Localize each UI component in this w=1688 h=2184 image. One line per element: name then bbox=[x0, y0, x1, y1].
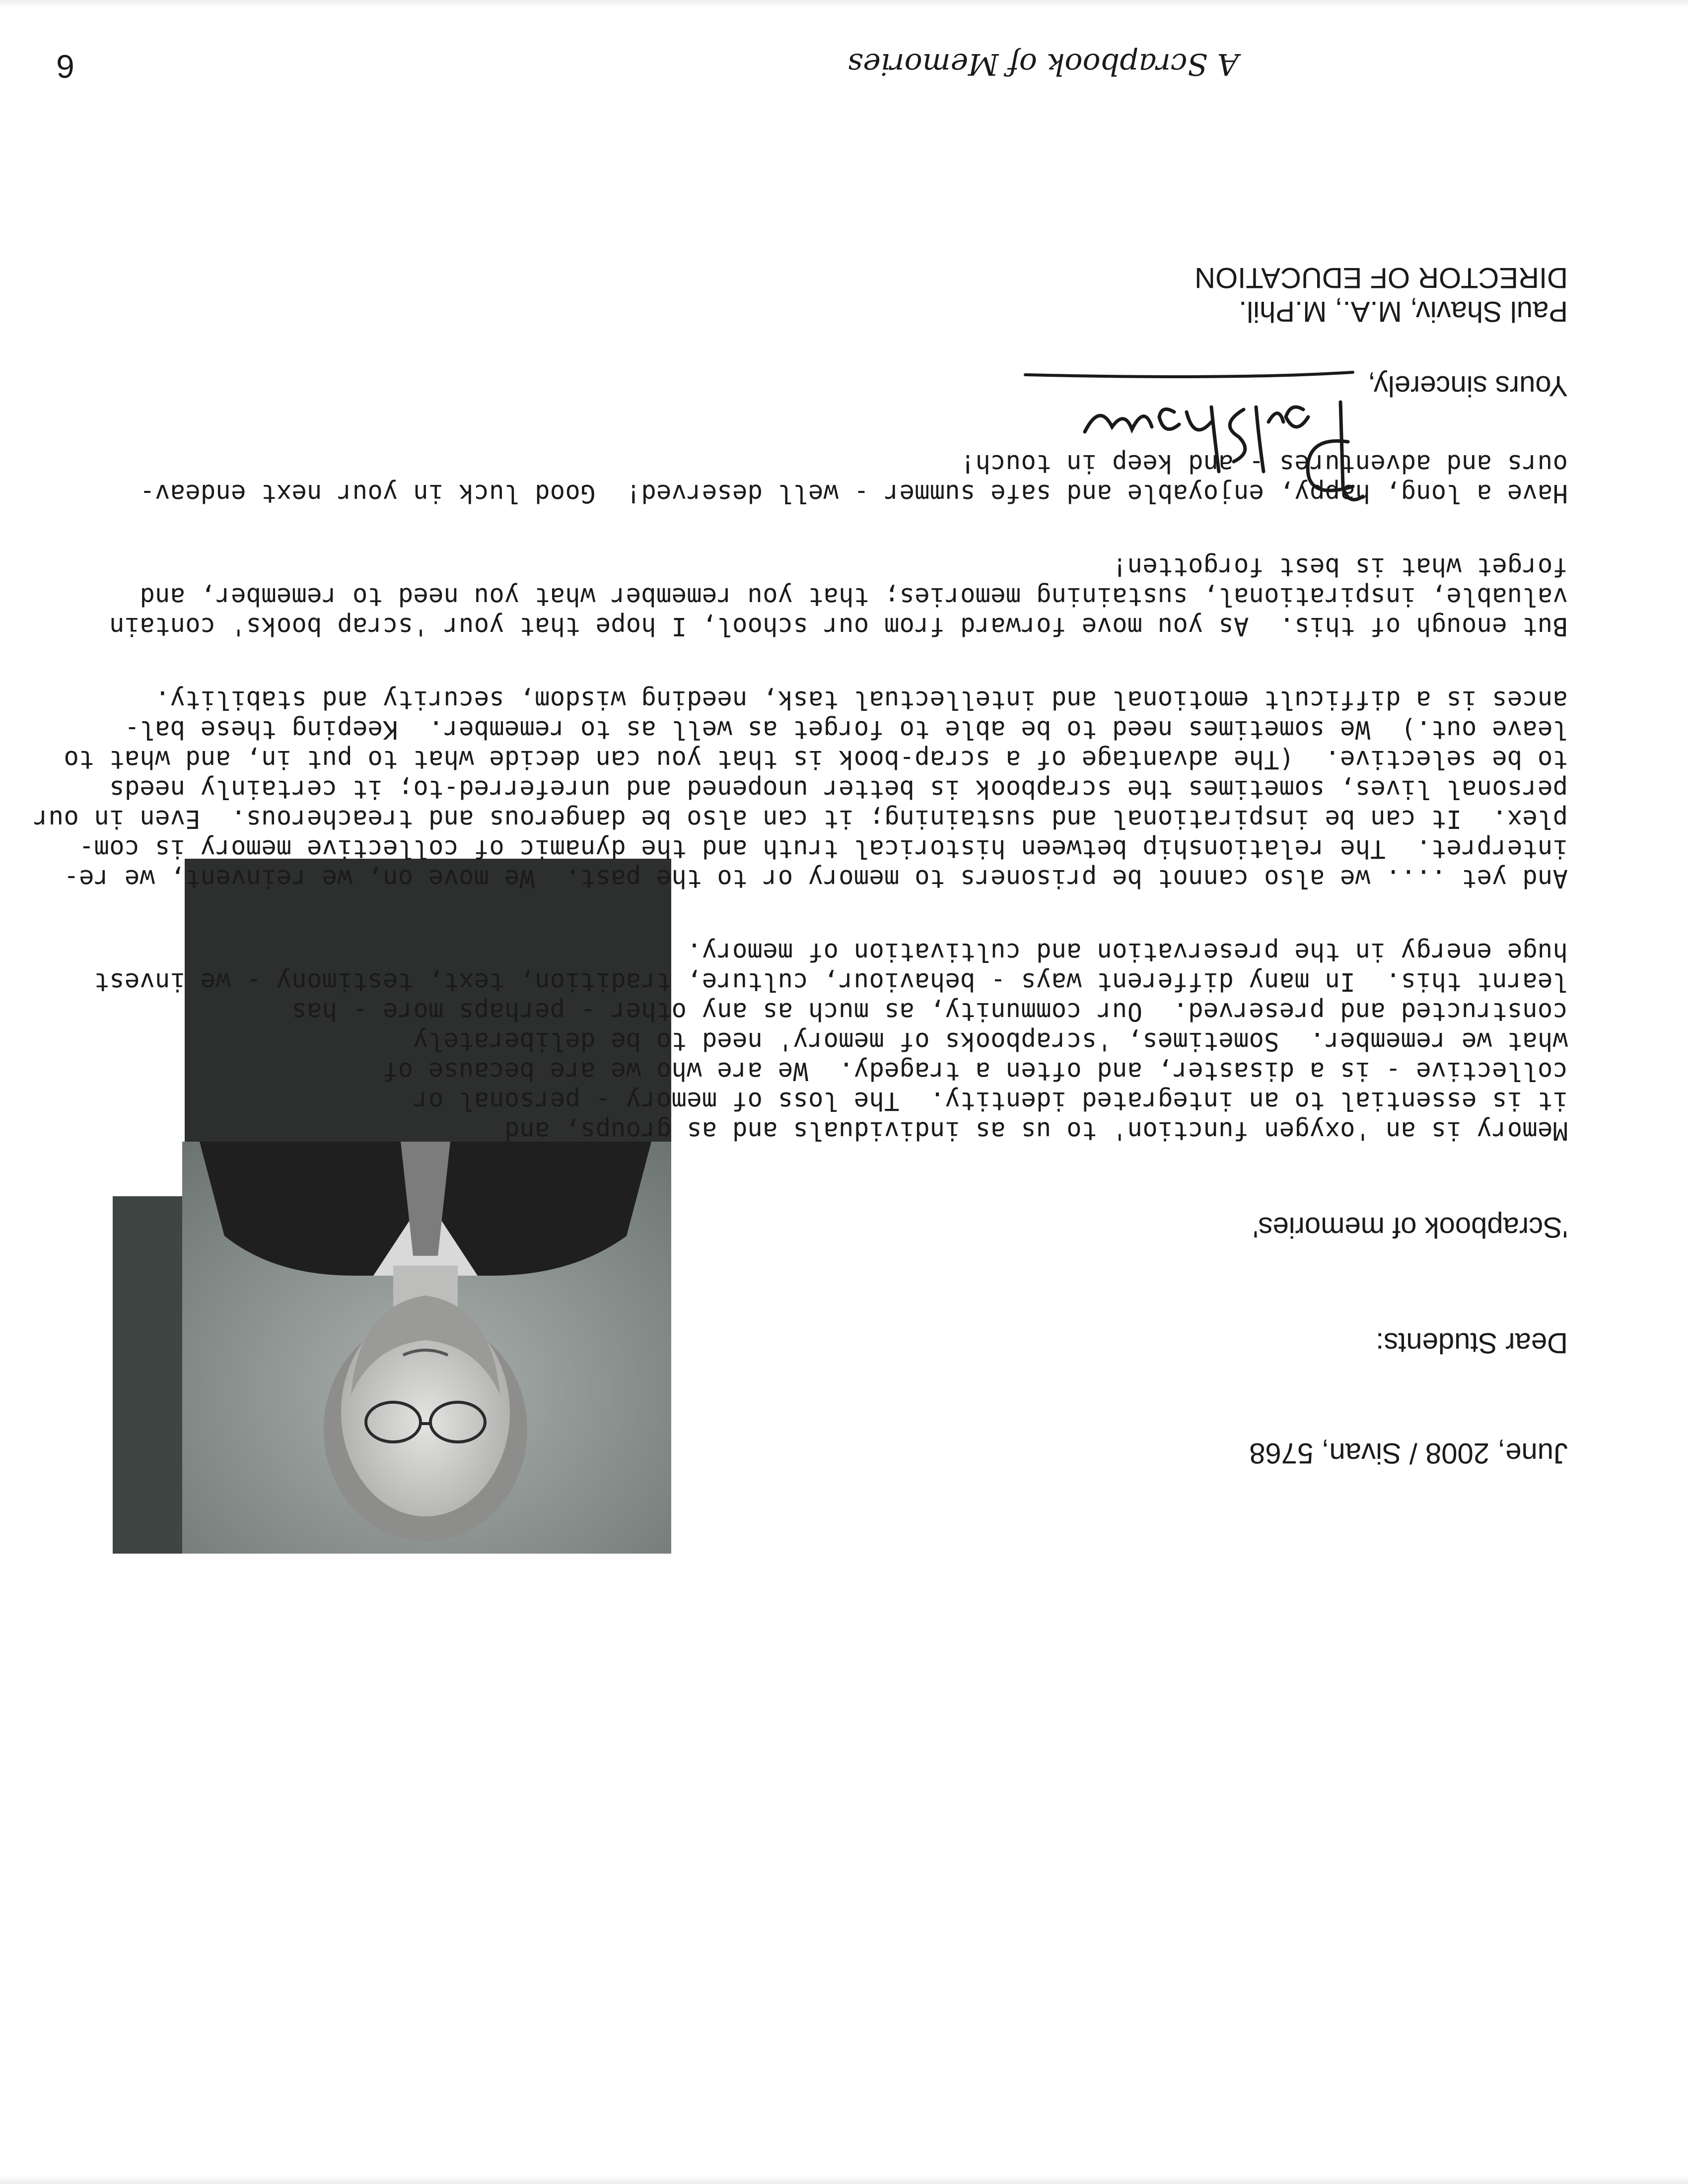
signature-image bbox=[1005, 357, 1383, 516]
paragraph-line: plex. It can be inspirational and sustaining; it can also be dangerous and treacherous. Even in our bbox=[33, 805, 1568, 834]
paragraph-line: Memory is an 'oxygen function' to us as individuals and as groups, and bbox=[504, 1116, 1568, 1146]
signer-title: DIRECTOR OF EDUCATION bbox=[1195, 262, 1568, 294]
paragraph-line: constructed and preserved. Our community, as much as any other - perhaps more - has bbox=[291, 997, 1568, 1026]
page-number: 6 bbox=[56, 48, 74, 85]
paragraph-line: ours and adventures - and keep in touch! bbox=[960, 449, 1568, 478]
paragraph-line: collective - is a disaster, and often a tragedy. We are who we are because of bbox=[382, 1057, 1568, 1086]
paragraph-line: it is essential to an integrated identity. The loss of memory - personal or bbox=[413, 1087, 1568, 1116]
portrait-photo bbox=[182, 1142, 671, 1554]
paragraph-line: And yet .... we also cannot be prisoners to memory or to the past. We move on, we reinvent, we re- bbox=[64, 864, 1568, 893]
paragraph-line: ances is a difficult emotional and intellectual task, needing wisdom, security and stability. bbox=[154, 685, 1568, 715]
paragraph-line: interpret. The relationship between historical truth and the dynamic of collective memory is com- bbox=[78, 834, 1568, 864]
letter-salutation: Dear Students: bbox=[1376, 1327, 1568, 1359]
letter-date: June, 2008 / Sivan, 5768 bbox=[1249, 1437, 1568, 1469]
paragraph-line: valuable, inspirational, sustaining memories; that you remember what you need to remember, and bbox=[140, 582, 1568, 612]
signer-name: Paul Shaviv, M.A., M.Phil. bbox=[1239, 295, 1568, 328]
paragraph-line: leave out.) We sometimes need to be able to forget as well as to remember. Keeping these bal- bbox=[124, 715, 1568, 745]
publication-title: A Scrapbook of Memories bbox=[847, 47, 1239, 81]
scan-edge bbox=[0, 2175, 1688, 2184]
paragraph-line: learnt this. In many different ways - behaviour, culture, tradition, text, testimony - we invest bbox=[94, 967, 1568, 997]
paragraph-line: But enough of this. As you move forward from our school, I hope that your 'scrap books' contain bbox=[109, 612, 1568, 641]
letter-closing: Yours sincerely, bbox=[1368, 370, 1568, 402]
paragraph-line: what we remember. Sometimes, 'scrapbooks of memory' need to be deliberately bbox=[413, 1027, 1568, 1056]
portrait-image bbox=[182, 1142, 671, 1554]
paragraph-line: Have a long, happy, enjoyable and safe summer - well deserved! Good luck in your next endeav- bbox=[140, 479, 1568, 508]
paragraph-line: to be selective. (The advantage of a scrap-book is that you can decide what to put in, and what to bbox=[64, 745, 1568, 774]
scan-edge bbox=[0, 0, 1688, 9]
paragraph-line: huge energy in the preservation and cultivation of memory. bbox=[686, 938, 1568, 967]
letter-title: 'Scrapbook of memories' bbox=[1253, 1211, 1568, 1243]
portrait-photo-collage bbox=[110, 859, 671, 1554]
paragraph-line: forget what is best forgotten! bbox=[1112, 552, 1568, 582]
paragraph-line: personal lives, sometimes the scrapbook is better unopened and unreferred-to; it certainly needs bbox=[109, 775, 1568, 804]
